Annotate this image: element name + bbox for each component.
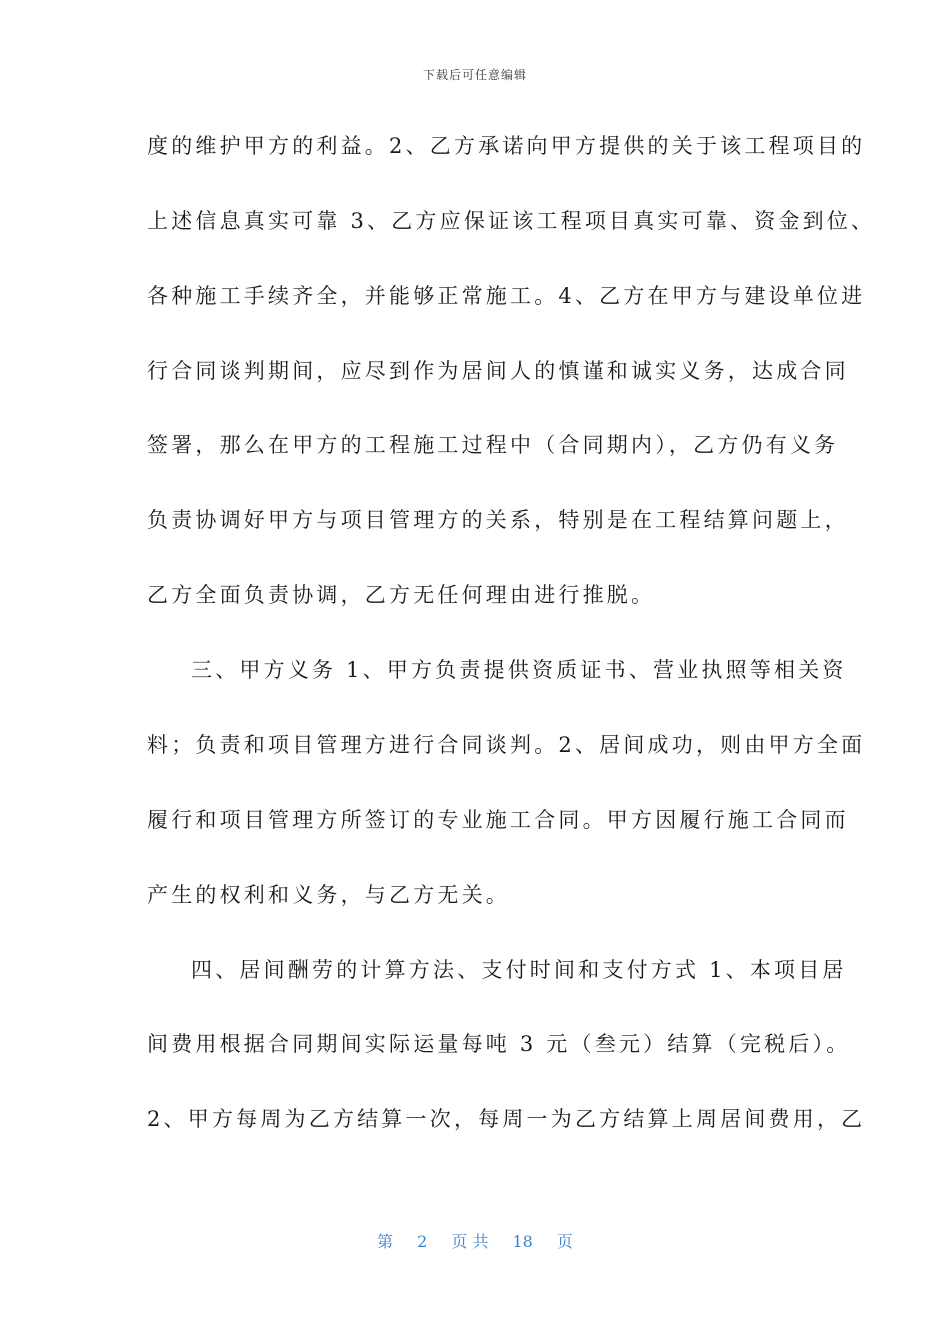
- body-line: 产生的权利和义务，与乙方无关。: [147, 883, 510, 907]
- body-line: 乙方全面负责协调，乙方无任何理由进行推脱。: [147, 583, 656, 607]
- body-line: 负责协调好甲方与项目管理方的关系，特别是在工程结算问题上，: [147, 508, 849, 532]
- paragraph-start-line: 三、甲方义务 1、甲方负责提供资质证书、营业执照等相关资: [191, 658, 847, 682]
- body-line: 料；负责和项目管理方进行合同谈判。2、居间成功，则由甲方全面: [147, 733, 866, 757]
- body-line: 上述信息真实可靠 3、乙方应保证该工程项目真实可靠、资金到位、: [147, 209, 876, 233]
- body-line: 签署，那么在甲方的工程施工过程中（合同期内），乙方仍有义务: [147, 433, 839, 457]
- body-line: 各种施工手续齐全，并能够正常施工。4、乙方在甲方与建设单位进: [147, 284, 866, 308]
- total-pages-number: 18: [512, 1232, 533, 1251]
- page-footer: [0, 1229, 950, 1252]
- footer-middle: 页 共: [451, 1232, 489, 1251]
- body-line: 度的维护甲方的利益。2、乙方承诺向甲方提供的关于该工程项目的: [147, 134, 866, 158]
- current-page-number: 2: [417, 1232, 428, 1251]
- paragraph-start-line: 四、居间酬劳的计算方法、支付时间和支付方式 1、本项目居: [191, 958, 847, 982]
- footer-suffix: 页: [556, 1232, 573, 1251]
- body-line: 行合同谈判期间，应尽到作为居间人的慎谨和诚实义务，达成合同: [147, 359, 849, 383]
- body-line: 履行和项目管理方所签订的专业施工合同。甲方因履行施工合同而: [147, 808, 849, 832]
- footer-prefix: 第: [377, 1232, 394, 1251]
- body-line: 2、甲方每周为乙方结算一次，每周一为乙方结算上周居间费用，乙: [147, 1107, 866, 1131]
- header-note: 下载后可任意编辑: [422, 68, 527, 82]
- body-line: 间费用根据合同期间实际运量每吨 3 元（叁元）结算（完税后）。: [147, 1032, 851, 1056]
